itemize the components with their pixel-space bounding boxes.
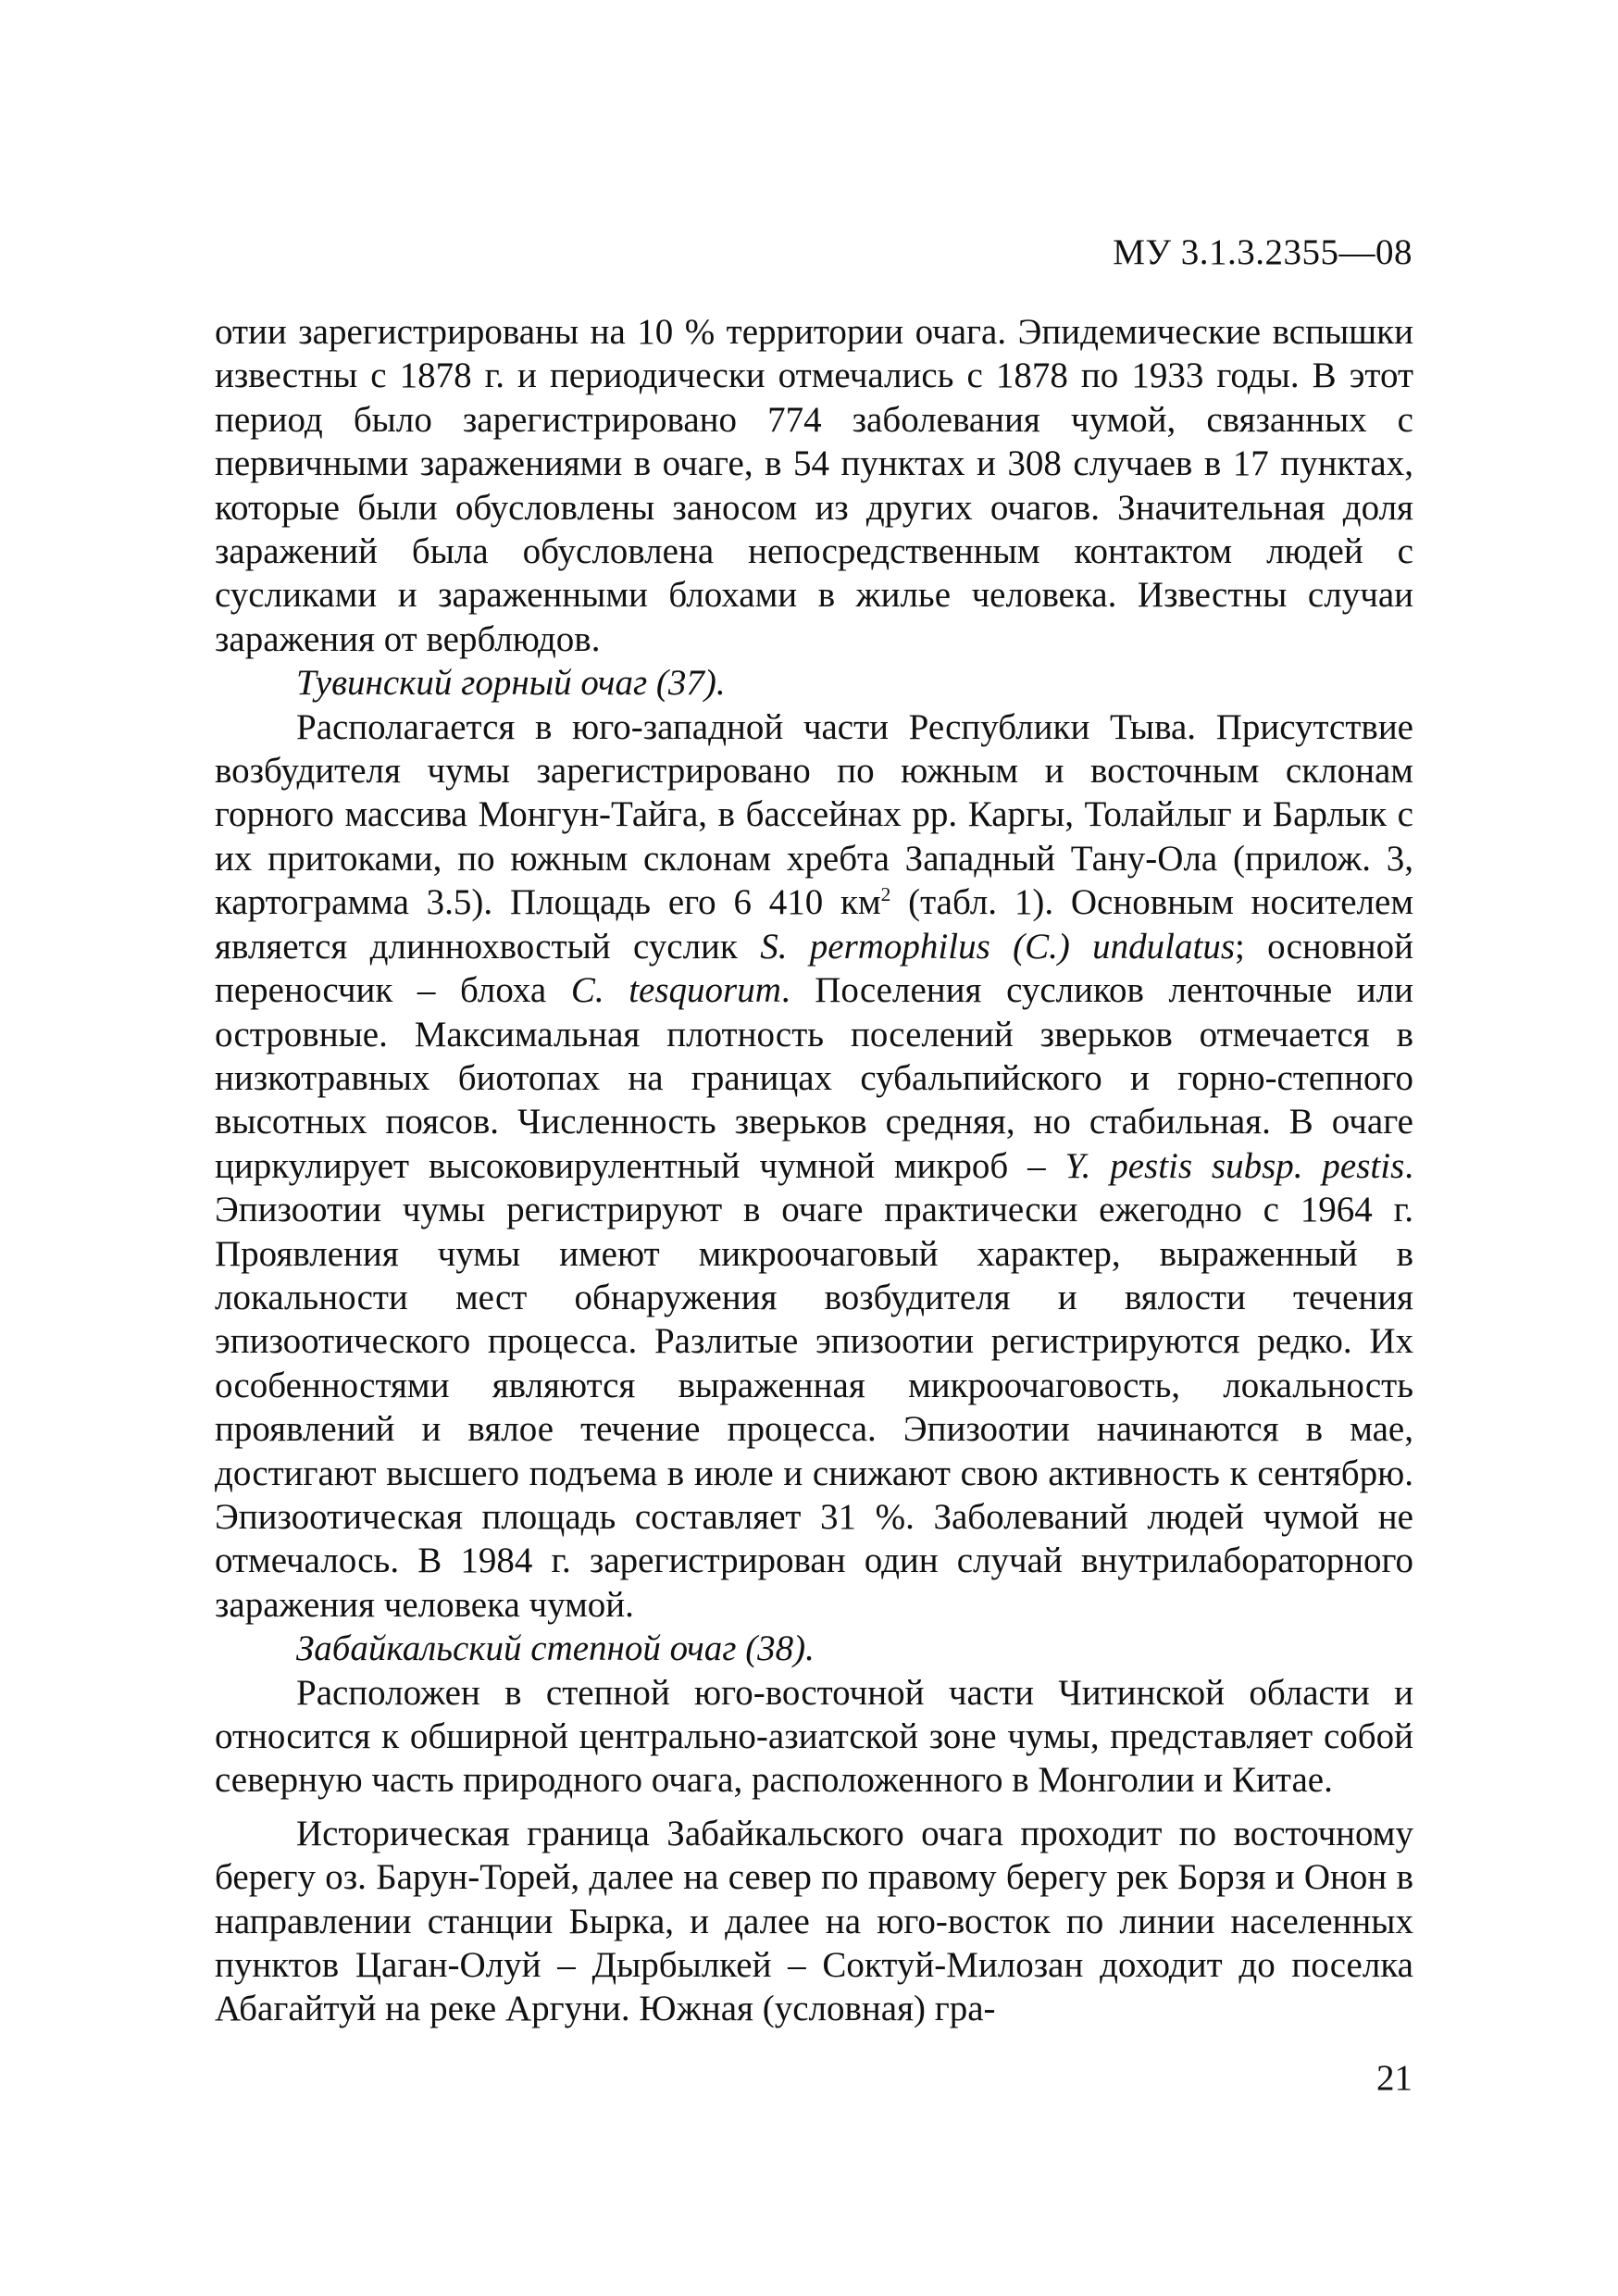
species-name: Y. pestis subsp. pestis (1064, 1145, 1405, 1186)
paragraph-tuva-description (215, 705, 1413, 1628)
species-name: C. tesquorum (570, 970, 781, 1011)
section-heading-tuva: Тувинский горный очаг (37). (296, 663, 726, 704)
text-run: . Поселения сусликов ленточные или островные. Максимальная плотность поселений зверьков отмечается в низкотравных биотопах на границах субальпийского и горно-степного высотных поясов. Численность зверьков средняя, но стабильная. В очаге циркулирует высоковирулентный чумной микроб – (215, 970, 1413, 1186)
paragraph-continuation: отии зарегистрированы на 10 % территории очага. Эпидемические вспышки известны с 1878 г. и периодически отмечались с 1878 по 1933 годы. В этот период было зарегистрировано 774 заболевания чумой, связанных с первичными заражениями в очаге, в 54 пунктах и 308 случаев в 17 пунктах, которые были обусловлены заносом из других очагов. Значительная доля заражений была обусловлена непосредственным контактом людей с сусликами и зараженными блохами в жилье человека. Известны случаи заражения от верблюдов. (215, 312, 1413, 659)
paragraph-zabaikalsky-border: Историческая граница Забайкальского очага проходит по восточному берегу оз. Барун-Торей, далее на север по правому берегу рек Борзя и Онон в направлении станции Бырка, и далее на юго-восток по линии населенных пунктов Цаган-Олуй – Дырбылкей – Соктуй-Милозан доходит до поселка Абагайтуй на реке Аргуни. Южная (условная) гра- (215, 1813, 1413, 2029)
page-body (215, 310, 1413, 2031)
text-run: . Эпизоотии чумы регистрируют в очаге практически ежегодно с 1964 г. Проявления чумы имеют микроочаговый характер, выраженный в локальности мест обнаружения возбудителя и вялости течения эпизоотического процесса. Разлитые эпизоотии регистрируются редко. Их особенностями являются выраженная микроочаговость, локальность проявлений и вялое течение процесса. Эпизоотии начинаются в мае, достигают высшего подъема в июле и снижают свою активность к сентябрю. Эпизоотическая площадь составляет 31 %. Заболеваний людей чумой не отмечалось. В 1984 г. зарегистрирован один случай внутрилабораторного заражения человека чумой. (215, 1145, 1414, 1625)
superscript: 2 (880, 883, 891, 906)
page-number: 21 (1376, 2058, 1413, 2098)
section-heading-zabaikalsky: Забайкальский степной очаг (38). (296, 1628, 815, 1669)
paragraph-zabaikalsky-location: Расположен в степной юго-восточной части Читинской области и относится к обширной центрально-азиатской зоне чумы, представляет собой северную часть природного очага, расположенного в Монголии и Китае. (215, 1672, 1413, 1801)
species-name: S. permophilus (C.) undulatus (760, 926, 1236, 967)
text-run: (табл. 1). Основным носителем является длиннохвостый суслик (215, 882, 1413, 967)
text-run: Располагается в юго-западной части Республики Тыва. Присутствие возбудителя чумы зарегистрировано по южным и восточным склонам горного массива Монгун-Тайга, в бассейнах рр. Каргы, Толайлыг и Барлык с их притоками, по южным склонам хребта Западный Тану-Ола (прилож. 3, картограмма 3.5). Площадь его 6 410 км (215, 706, 1413, 923)
text-run: ; основной переносчик – блоха (215, 926, 1413, 1011)
document-code-header: МУ 3.1.3.2355—08 (1113, 232, 1413, 272)
